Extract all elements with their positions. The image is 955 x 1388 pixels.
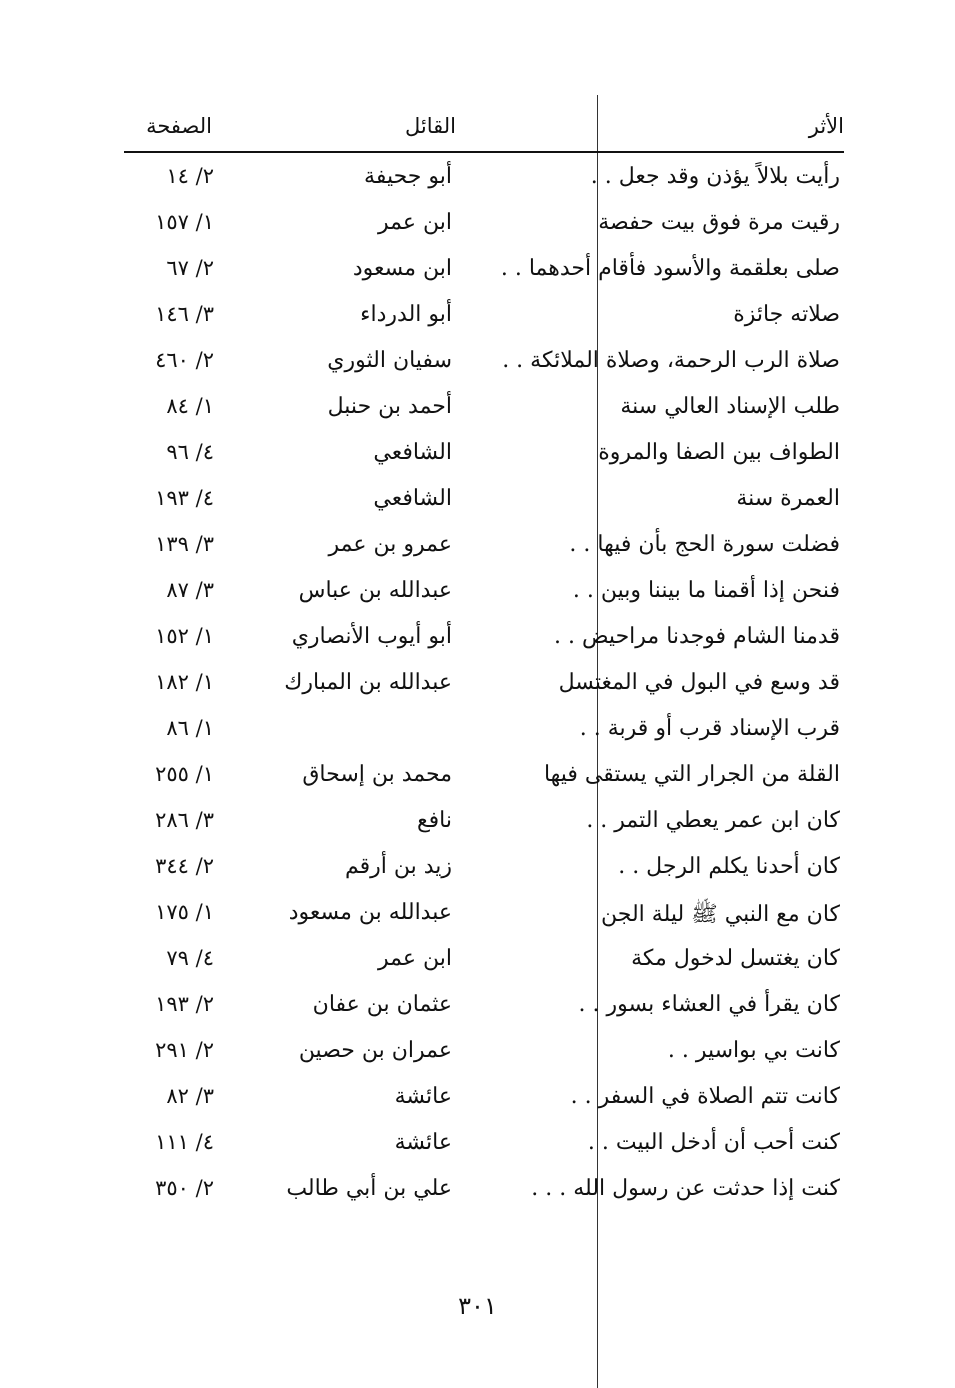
row-athar: كان يغتسل لدخول مكة — [631, 946, 840, 971]
row-qail: نافع — [416, 808, 452, 833]
row-qail: عبدالله بن المبارك — [284, 670, 452, 695]
row-athar: فنحن إذا أقمنا ما بيننا وبين . . — [572, 578, 840, 603]
row-page: ١/ ١٥٢ — [155, 624, 214, 648]
row-qail: عبدالله بن عباس — [298, 578, 452, 603]
row-page: ٢/ ٣٤٤ — [155, 854, 214, 878]
row-qail: زيد بن أرقم — [344, 854, 452, 879]
row-page: ٢/ ٤٦٠ — [155, 348, 214, 372]
row-qail: أبو أيوب الأنصاري — [291, 624, 452, 649]
table-row — [124, 986, 840, 1032]
table-row — [124, 756, 840, 802]
table-row — [124, 388, 840, 434]
table-row — [124, 802, 840, 848]
row-page: ٣/ ١٣٩ — [155, 532, 214, 556]
row-athar: قرب الإسناد قرب أو قربة . . — [579, 716, 840, 741]
header-page: الصفحة — [146, 114, 212, 138]
row-athar: صلاة الرب الرحمة، وصلاة الملائكة . . — [502, 348, 840, 373]
row-athar: رأيت بلالاً يؤذن وقد جعل . . — [590, 164, 840, 189]
table-row — [124, 526, 840, 572]
row-athar: قد وسع في البول في المغتسل — [558, 670, 840, 695]
table-row — [124, 342, 840, 388]
row-qail: عثمان بن عفان — [312, 992, 452, 1017]
row-qail: الشافعي — [373, 440, 452, 465]
row-page: ٤/ ١٩٣ — [155, 486, 214, 510]
row-athar: صلاته جائزة — [733, 302, 840, 327]
row-page: ٢/ ٢٩١ — [155, 1038, 214, 1062]
row-page: ٣/ ١٤٦ — [155, 302, 214, 326]
row-qail: عائشة — [394, 1084, 452, 1109]
table-row — [124, 480, 840, 526]
row-athar: فضلت سورة الحج بأن فيها . . — [569, 532, 840, 557]
table-row — [124, 434, 840, 480]
row-page: ٢/ ٦٧ — [166, 256, 214, 280]
row-athar: كان مع النبي ﷺ ليلة الجن — [601, 902, 840, 927]
table-row — [124, 710, 840, 756]
table-row — [124, 1124, 840, 1170]
header-rule — [124, 151, 844, 153]
table-row — [124, 250, 840, 296]
row-athar: قدمنا الشام فوجدنا مراحيض . . — [554, 624, 840, 649]
row-page: ١/ ١٥٧ — [155, 210, 214, 234]
row-qail: محمد بن إسحاق — [302, 762, 452, 787]
row-athar: الطواف بين الصفا والمروة — [598, 440, 840, 465]
row-qail: عمرو بن عمر — [328, 532, 452, 557]
row-qail: ابن عمر — [378, 210, 452, 235]
table-row — [124, 618, 840, 664]
table-row — [124, 158, 840, 204]
row-athar: كنت إذا حدثت عن رسول الله . . . — [531, 1176, 840, 1201]
row-athar: كانت تتم الصلاة في السفر . . — [570, 1084, 840, 1109]
row-qail: ابن عمر — [378, 946, 452, 971]
row-athar: كنت أحب أن أدخل البيت . . — [587, 1130, 840, 1155]
row-page: ١/ ٨٤ — [166, 394, 214, 418]
row-qail: الشافعي — [373, 486, 452, 511]
row-page: ٣/ ٢٨٦ — [155, 808, 214, 832]
row-page: ٣/ ٨٧ — [166, 578, 214, 602]
table-row — [124, 664, 840, 710]
row-athar: كانت بي بواسير . . — [667, 1038, 840, 1063]
row-qail: عمران بن حصين — [298, 1038, 452, 1063]
row-page: ١/ ٨٦ — [166, 716, 214, 740]
row-athar: كان ابن عمر يعطي التمر . . — [586, 808, 840, 833]
row-athar: القلة من الجرار التي يستقى فيها — [543, 762, 840, 787]
row-athar: صلى بعلقمة والأسود فأقام أحدهما . . — [500, 256, 840, 281]
table-row — [124, 1078, 840, 1124]
row-qail: أبو جحيفة — [364, 164, 452, 189]
row-qail: ابن مسعود — [352, 256, 452, 281]
table-row — [124, 848, 840, 894]
row-qail: سفيان الثوري — [327, 348, 452, 373]
header-qail: القائل — [404, 114, 456, 138]
row-page: ٢/ ١٩٣ — [155, 992, 214, 1016]
table-row — [124, 296, 840, 342]
row-qail: عائشة — [394, 1130, 452, 1155]
table-row — [124, 894, 840, 940]
row-page: ٤/ ٩٦ — [166, 440, 214, 464]
page-number: ٣٠١ — [458, 1292, 497, 1320]
row-qail: أبو الدرداء — [360, 302, 452, 327]
table-header — [124, 110, 844, 150]
table-row — [124, 1032, 840, 1078]
row-athar: كان يقرأ في العشاء بسور . . — [578, 992, 840, 1017]
row-qail: عبدالله بن مسعود — [288, 900, 452, 925]
row-qail: علي بن أبي طالب — [286, 1176, 452, 1201]
row-page: ٤/ ٧٩ — [166, 946, 214, 970]
row-athar: كان أحدنا يكلم الرجل . . — [618, 854, 840, 879]
row-athar: رقيت مرة فوق بيت حفصة — [598, 210, 840, 235]
table-row — [124, 204, 840, 250]
table-row — [124, 940, 840, 986]
row-athar: طلب الإسناد العالي سنة — [620, 394, 840, 419]
row-page: ٣/ ٨٢ — [166, 1084, 214, 1108]
row-athar: العمرة سنة — [736, 486, 840, 511]
row-page: ١/ ١٨٢ — [155, 670, 214, 694]
row-page: ٤/ ١١١ — [155, 1130, 214, 1154]
row-page: ٢/ ٣٥٠ — [155, 1176, 214, 1200]
index-table — [124, 158, 840, 1216]
row-page: ٢/ ١٤ — [166, 164, 214, 188]
table-row — [124, 572, 840, 618]
table-row — [124, 1170, 840, 1216]
header-athar: الأثر — [808, 114, 844, 138]
row-page: ١/ ٢٥٥ — [155, 762, 214, 786]
row-page: ١/ ١٧٥ — [155, 900, 214, 924]
row-qail: أحمد بن حنبل — [327, 394, 452, 419]
